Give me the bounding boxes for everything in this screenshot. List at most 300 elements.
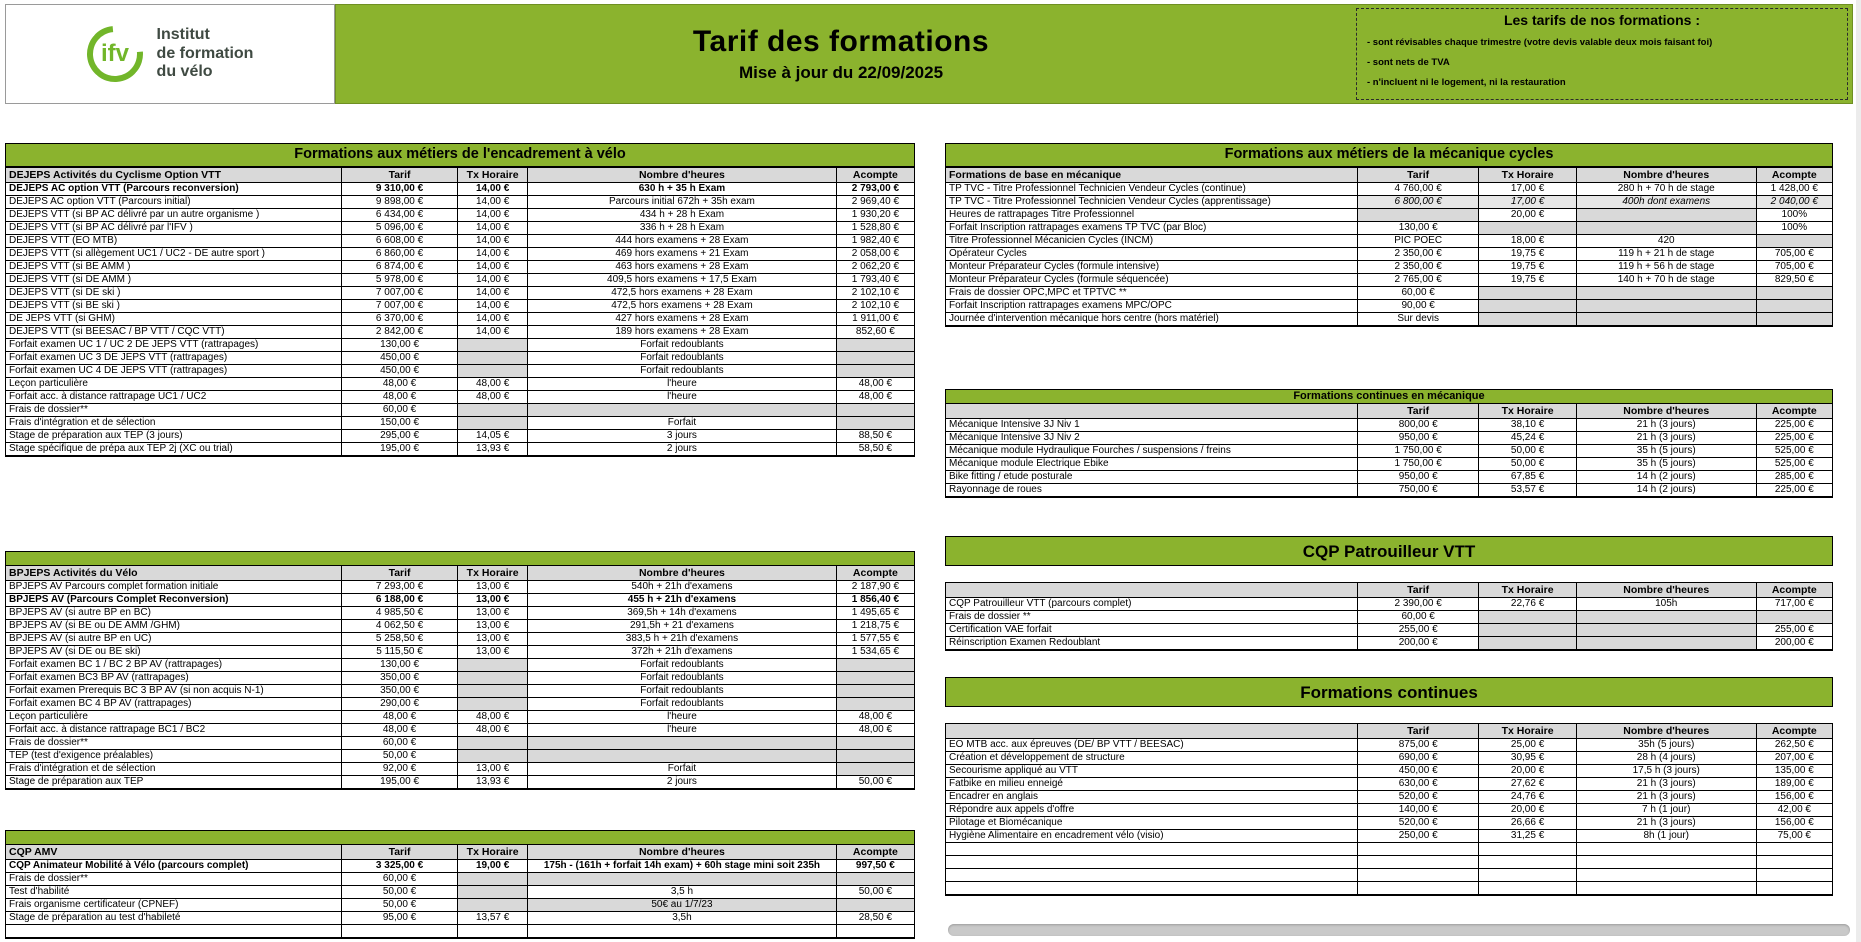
logo-name-line: du vélo — [156, 63, 213, 81]
cell-tarif: 950,00 € — [1358, 471, 1479, 484]
cell-tx-horaire: 14,00 € — [458, 209, 528, 222]
cell-acompte: 2 187,90 € — [837, 581, 914, 594]
col-header-label: BPJEPS Activités du Vélo — [6, 566, 342, 581]
table-row — [946, 752, 1832, 765]
cell-tarif: 6 608,00 € — [342, 235, 458, 248]
table-body-cqp-amv — [6, 845, 914, 938]
table-row — [946, 432, 1832, 445]
row-label: Forfait examen Prerequis BC 3 BP AV (si non acquis N-1) — [6, 685, 342, 698]
cell-tarif: 200,00 € — [1358, 637, 1479, 650]
cell-tarif: 800,00 € — [1358, 419, 1479, 432]
row-label: Mécanique Intensive 3J Niv 2 — [946, 432, 1358, 445]
cell-acompte — [1757, 300, 1832, 313]
table-row — [6, 886, 914, 899]
cell-heures: 14 h (2 jours) — [1577, 471, 1757, 484]
cell-tx-horaire: 14,00 € — [458, 248, 528, 261]
table-body-dejeps — [6, 168, 914, 456]
cell-tarif: 690,00 € — [1358, 752, 1479, 765]
cell-heures: 7 h (1 jour) — [1577, 804, 1757, 817]
cell-tarif: 60,00 € — [342, 404, 458, 417]
cell-acompte — [837, 417, 914, 430]
cell-acompte: 189,00 € — [1757, 778, 1832, 791]
cell-acompte: 2 969,40 € — [837, 196, 914, 209]
cell-tx-horaire: 14,05 € — [458, 430, 528, 443]
cell-heures — [1577, 287, 1757, 300]
cell-heures: Forfait — [528, 417, 837, 430]
row-label — [946, 843, 1358, 856]
cell-heures: 291,5h + 21 d'examens — [528, 620, 837, 633]
cell-acompte: 1 982,40 € — [837, 235, 914, 248]
row-label: Frais de dossier OPC,MPC et TPTVC ** — [946, 287, 1358, 300]
cell-tx-horaire — [458, 698, 528, 711]
cell-tarif: 2 350,00 € — [1358, 248, 1479, 261]
cell-tx-horaire — [458, 672, 528, 685]
cell-heures: 105h — [1577, 598, 1757, 611]
col-header-acompte: Acompte — [837, 168, 914, 183]
cell-acompte: 207,00 € — [1757, 752, 1832, 765]
table-row — [6, 607, 914, 620]
cell-heures: 472,5 hors examens + 28 Exam — [528, 300, 837, 313]
cell-acompte: 100% — [1757, 222, 1832, 235]
cell-heures: 409,5 hors examens + 17,5 Exam — [528, 274, 837, 287]
cell-heures — [1577, 637, 1757, 650]
row-label: Frais d'intégration et de sélection — [6, 763, 342, 776]
col-header-tx-horaire: Tx Horaire — [1479, 404, 1576, 419]
row-label: Réinscription Examen Redoublant — [946, 637, 1358, 650]
cell-tx-horaire: 13,00 € — [458, 646, 528, 659]
col-header-tx-horaire: Tx Horaire — [1479, 583, 1576, 598]
cell-tx-horaire: 48,00 € — [458, 391, 528, 404]
col-header-acompte: Acompte — [837, 845, 914, 860]
cell-acompte: 1 218,75 € — [837, 620, 914, 633]
cell-heures: l'heure — [528, 724, 837, 737]
cell-heures — [1577, 882, 1757, 895]
table-row — [946, 313, 1832, 326]
cell-acompte: 50,00 € — [837, 776, 914, 789]
row-label: Forfait Inscription rattrapages examens TP TVC (par Bloc) — [946, 222, 1358, 235]
row-label: DEJEPS AC option VTT (Parcours reconversion) — [6, 183, 342, 196]
row-label: DEJEPS VTT (si BE AMM ) — [6, 261, 342, 274]
header-row — [6, 168, 914, 183]
row-label — [946, 869, 1358, 882]
cell-tx-horaire: 30,95 € — [1479, 752, 1576, 765]
cell-acompte: 2 062,20 € — [837, 261, 914, 274]
table-row — [6, 313, 914, 326]
table-row — [946, 830, 1832, 843]
col-header-acompte: Acompte — [1757, 404, 1832, 419]
col-header-heures: Nombre d'heures — [1577, 724, 1757, 739]
cell-heures: 630 h + 35 h Exam — [528, 183, 837, 196]
cell-tarif: 48,00 € — [342, 391, 458, 404]
table-row — [946, 765, 1832, 778]
cell-heures: Forfait redoublants — [528, 672, 837, 685]
cell-acompte: 225,00 € — [1757, 432, 1832, 445]
cell-heures: 3,5h — [528, 912, 837, 925]
col-header-tarif: Tarif — [1358, 724, 1479, 739]
cell-tx-horaire — [458, 886, 528, 899]
cell-tarif: 750,00 € — [1358, 484, 1479, 497]
cell-tx-horaire: 13,00 € — [458, 607, 528, 620]
table-row — [6, 620, 914, 633]
cell-tx-horaire: 13,00 € — [458, 594, 528, 607]
cell-tarif — [1358, 869, 1479, 882]
cell-heures: 434 h + 28 h Exam — [528, 209, 837, 222]
cell-acompte — [837, 685, 914, 698]
cell-tx-horaire: 27,62 € — [1479, 778, 1576, 791]
cell-heures — [1577, 611, 1757, 624]
cell-heures — [1577, 624, 1757, 637]
table-row — [6, 737, 914, 750]
table-row — [946, 300, 1832, 313]
row-label: Mécanique module Electrique Ebike — [946, 458, 1358, 471]
page-header — [5, 4, 1853, 104]
cell-tarif: 4 760,00 € — [1358, 183, 1479, 196]
table-row — [6, 724, 914, 737]
cell-tx-horaire: 48,00 € — [458, 724, 528, 737]
row-label: TP TVC - Titre Professionnel Technicien Vendeur Cycles (apprentissage) — [946, 196, 1358, 209]
table-row — [6, 287, 914, 300]
right-tables — [945, 167, 1833, 896]
cell-tarif: 130,00 € — [342, 659, 458, 672]
table-row — [6, 274, 914, 287]
table-row — [6, 443, 914, 456]
cell-acompte: 997,50 € — [837, 860, 914, 873]
table-body-meca-base — [946, 168, 1832, 326]
logo-abbr: ifv — [100, 39, 129, 67]
header-row — [946, 168, 1832, 183]
table-row — [946, 222, 1832, 235]
table-row — [6, 430, 914, 443]
row-label: Bike fitting / etude posturale — [946, 471, 1358, 484]
cell-tx-horaire — [458, 925, 528, 938]
cell-acompte: 2 793,00 € — [837, 183, 914, 196]
cell-tarif: 255,00 € — [1358, 624, 1479, 637]
sheet-right-edge — [1856, 0, 1861, 942]
row-label: BPJEPS AV Parcours complet formation initiale — [6, 581, 342, 594]
table-row — [6, 209, 914, 222]
cell-tx-horaire: 13,00 € — [458, 620, 528, 633]
cell-tx-horaire: 18,00 € — [1479, 235, 1576, 248]
cell-acompte — [1757, 235, 1832, 248]
cell-tx-horaire: 14,00 € — [458, 196, 528, 209]
table-row — [6, 300, 914, 313]
cell-acompte: 135,00 € — [1757, 765, 1832, 778]
cell-acompte: 225,00 € — [1757, 419, 1832, 432]
row-label: DEJEPS VTT (si DE ski ) — [6, 287, 342, 300]
cell-tarif: 60,00 € — [1358, 611, 1479, 624]
row-label: Certification VAE forfait — [946, 624, 1358, 637]
horizontal-scrollbar[interactable] — [948, 924, 1850, 936]
cell-tarif: 2 350,00 € — [1358, 261, 1479, 274]
table-row — [6, 235, 914, 248]
row-label: Forfait examen BC3 BP AV (rattrapages) — [6, 672, 342, 685]
cell-tx-horaire: 14,00 € — [458, 326, 528, 339]
cell-tx-horaire — [1479, 287, 1576, 300]
table-body-cqp-patrouilleur — [945, 582, 1833, 651]
cell-tarif: Sur devis — [1358, 313, 1479, 326]
cell-heures: 463 hors examens + 28 Exam — [528, 261, 837, 274]
cell-tx-horaire: 19,00 € — [458, 860, 528, 873]
cell-tarif: 195,00 € — [342, 443, 458, 456]
cell-tarif — [1358, 882, 1479, 895]
cell-tx-horaire: 22,76 € — [1479, 598, 1576, 611]
row-label: Forfait examen UC 1 / UC 2 DE JEPS VTT (rattrapages) — [6, 339, 342, 352]
cell-tarif: 2 842,00 € — [342, 326, 458, 339]
row-label: EO MTB acc. aux épreuves (DE/ BP VTT / BEESAC) — [946, 739, 1358, 752]
row-label: Forfait examen UC 3 DE JEPS VTT (rattrapages) — [6, 352, 342, 365]
table-cqp-amv — [5, 830, 915, 939]
cell-acompte — [1757, 869, 1832, 882]
cell-tarif: 6 860,00 € — [342, 248, 458, 261]
pricing-info-box — [1356, 8, 1848, 100]
pricing-info-bullet: - sont révisables chaque trimestre (votre devis valable deux mois faisant foi) — [1367, 37, 1713, 48]
table-band-meca-continue: Formations continues en mécanique — [946, 390, 1832, 404]
row-label: DEJEPS VTT (si BEESAC / BP VTT / CQC VTT) — [6, 326, 342, 339]
col-header-label: DEJEPS Activités du Cyclisme Option VTT — [6, 168, 342, 183]
col-header-label — [946, 404, 1358, 419]
cell-acompte: 1 930,20 € — [837, 209, 914, 222]
cell-heures — [1577, 856, 1757, 869]
row-label: DEJEPS VTT (si BP AC délivré par un autre organisme ) — [6, 209, 342, 222]
header-row — [946, 583, 1832, 598]
cell-heures: 372h + 21h d'examens — [528, 646, 837, 659]
logo — [5, 4, 335, 104]
cell-tx-horaire — [458, 365, 528, 378]
cell-acompte — [1757, 611, 1832, 624]
table-row — [946, 274, 1832, 287]
cell-tarif: 7 007,00 € — [342, 287, 458, 300]
cell-tx-horaire: 31,25 € — [1479, 830, 1576, 843]
cell-tx-horaire — [1479, 222, 1576, 235]
table-row — [6, 899, 914, 912]
table-row — [946, 419, 1832, 432]
cell-acompte: 1 577,55 € — [837, 633, 914, 646]
table-bpjeps — [5, 551, 915, 790]
cell-tx-horaire: 19,75 € — [1479, 274, 1576, 287]
cell-heures: Forfait redoublants — [528, 365, 837, 378]
cell-tx-horaire — [1479, 624, 1576, 637]
row-label: BPJEPS AV (si BE ou DE AMM /GHM) — [6, 620, 342, 633]
cell-acompte: 255,00 € — [1757, 624, 1832, 637]
table-row — [946, 804, 1832, 817]
cell-tx-horaire: 50,00 € — [1479, 458, 1576, 471]
cell-acompte: 525,00 € — [1757, 445, 1832, 458]
cell-heures: l'heure — [528, 378, 837, 391]
row-label: Stage spécifique de prépa aux TEP 2j (XC ou trial) — [6, 443, 342, 456]
cell-tarif: 9 898,00 € — [342, 196, 458, 209]
cell-tx-horaire: 19,75 € — [1479, 261, 1576, 274]
cell-acompte: 2 058,00 € — [837, 248, 914, 261]
cell-tx-horaire: 48,00 € — [458, 711, 528, 724]
row-label: Test d'habilité — [6, 886, 342, 899]
cell-tarif: 350,00 € — [342, 685, 458, 698]
col-header-acompte: Acompte — [1757, 168, 1832, 183]
cell-tx-horaire — [458, 339, 528, 352]
cell-acompte: 1 856,40 € — [837, 594, 914, 607]
cell-tarif: 3 325,00 € — [342, 860, 458, 873]
row-label: Pilotage et Biomécanique — [946, 817, 1358, 830]
cell-tx-horaire: 13,93 € — [458, 776, 528, 789]
cell-tx-horaire: 20,00 € — [1479, 804, 1576, 817]
row-label: Mécanique module Hydraulique Fourches / suspensions / freins — [946, 445, 1358, 458]
cell-tarif: 6 434,00 € — [342, 209, 458, 222]
table-row — [6, 326, 914, 339]
cell-acompte — [837, 873, 914, 886]
cell-heures: 455 h + 21h d'examens — [528, 594, 837, 607]
col-header-label: CQP AMV — [6, 845, 342, 860]
table-row — [6, 776, 914, 789]
cell-acompte: 48,00 € — [837, 711, 914, 724]
table-row — [946, 637, 1832, 650]
col-header-tarif: Tarif — [1358, 404, 1479, 419]
cell-acompte — [837, 763, 914, 776]
col-header-tx-horaire: Tx Horaire — [458, 566, 528, 581]
cell-tx-horaire: 14,00 € — [458, 287, 528, 300]
row-label: Forfait examen BC 4 BP AV (rattrapages) — [6, 698, 342, 711]
cell-heures — [1577, 313, 1757, 326]
cell-acompte — [1757, 843, 1832, 856]
table-row — [6, 417, 914, 430]
cell-heures: Forfait redoublants — [528, 659, 837, 672]
cell-tx-horaire: 14,00 € — [458, 222, 528, 235]
cell-tarif: 6 370,00 € — [342, 313, 458, 326]
col-header-tx-horaire: Tx Horaire — [458, 168, 528, 183]
cell-heures: 3 jours — [528, 430, 837, 443]
cell-tarif: 450,00 € — [1358, 765, 1479, 778]
col-header-acompte: Acompte — [1757, 583, 1832, 598]
table-band-cqp-patrouilleur: CQP Patrouilleur VTT — [945, 536, 1833, 566]
cell-tx-horaire: 38,10 € — [1479, 419, 1576, 432]
table-row — [946, 261, 1832, 274]
cell-tarif: 5 096,00 € — [342, 222, 458, 235]
cell-tarif: 250,00 € — [1358, 830, 1479, 843]
cell-tx-horaire — [1479, 637, 1576, 650]
col-header-heures: Nombre d'heures — [1577, 404, 1757, 419]
cell-acompte: 829,50 € — [1757, 274, 1832, 287]
col-header-tarif: Tarif — [342, 566, 458, 581]
cell-heures — [528, 750, 837, 763]
cell-acompte: 48,00 € — [837, 391, 914, 404]
row-label: Opérateur Cycles — [946, 248, 1358, 261]
header-row — [6, 845, 914, 860]
row-label: BPJEPS AV (Parcours Complet Reconversion) — [6, 594, 342, 607]
cell-acompte: 705,00 € — [1757, 261, 1832, 274]
row-label: Stage de préparation aux TEP (3 jours) — [6, 430, 342, 443]
cell-tx-horaire: 13,00 € — [458, 763, 528, 776]
logo-name-line: Institut — [156, 26, 210, 44]
cell-heures: 2 jours — [528, 443, 837, 456]
cell-tarif: 7 007,00 € — [342, 300, 458, 313]
table-row — [946, 287, 1832, 300]
cell-acompte: 100% — [1757, 209, 1832, 222]
table-row — [946, 235, 1832, 248]
cell-heures: 17,5 h (3 jours) — [1577, 765, 1757, 778]
cell-heures: 21 h (3 jours) — [1577, 817, 1757, 830]
cell-acompte: 28,50 € — [837, 912, 914, 925]
cell-tx-horaire — [458, 417, 528, 430]
cell-heures — [528, 404, 837, 417]
cell-tx-horaire — [458, 899, 528, 912]
cell-acompte: 48,00 € — [837, 724, 914, 737]
cell-heures: 175h - (161h + forfait 14h exam) + 60h stage mini soit 235h — [528, 860, 837, 873]
table-row — [6, 339, 914, 352]
row-label — [946, 856, 1358, 869]
empty-row — [6, 925, 914, 938]
cell-tx-horaire: 14,00 € — [458, 261, 528, 274]
cell-heures: 540h + 21h d'examens — [528, 581, 837, 594]
cell-tx-horaire: 13,93 € — [458, 443, 528, 456]
col-header-label — [946, 724, 1358, 739]
cell-acompte — [1757, 856, 1832, 869]
table-meca-continue — [945, 389, 1833, 498]
cell-tx-horaire — [1479, 869, 1576, 882]
cell-tx-horaire: 14,00 € — [458, 235, 528, 248]
cell-tarif: 5 115,50 € — [342, 646, 458, 659]
cell-acompte — [1757, 313, 1832, 326]
cell-tarif: 950,00 € — [1358, 432, 1479, 445]
empty-row — [946, 856, 1832, 869]
cell-acompte — [837, 925, 914, 938]
cell-heures: 119 h + 21 h de stage — [1577, 248, 1757, 261]
row-label: DE JEPS VTT (si GHM) — [6, 313, 342, 326]
row-label: Frais organisme certificateur (CPNEF) — [6, 899, 342, 912]
row-label: DEJEPS VTT (si BP AC délivré par l'IFV ) — [6, 222, 342, 235]
cell-tarif: 60,00 € — [342, 873, 458, 886]
cell-acompte — [837, 365, 914, 378]
table-row — [946, 739, 1832, 752]
cell-heures — [528, 873, 837, 886]
cell-heures: 3,5 h — [528, 886, 837, 899]
cell-tx-horaire — [1479, 313, 1576, 326]
cell-heures: l'heure — [528, 711, 837, 724]
cell-tx-horaire: 13,00 € — [458, 581, 528, 594]
cell-heures: 14 h (2 jours) — [1577, 484, 1757, 497]
cell-heures: 400h dont examens — [1577, 196, 1757, 209]
cell-tarif: 520,00 € — [1358, 817, 1479, 830]
cell-acompte: 285,00 € — [1757, 471, 1832, 484]
row-label: Journée d'intervention mécanique hors centre (hors matériel) — [946, 313, 1358, 326]
cell-tarif: 5 258,50 € — [342, 633, 458, 646]
cell-acompte: 1 528,80 € — [837, 222, 914, 235]
row-label: Monteur Préparateur Cycles (formule séquencée) — [946, 274, 1358, 287]
cell-heures: 420 — [1577, 235, 1757, 248]
row-label: Monteur Préparateur Cycles (formule intensive) — [946, 261, 1358, 274]
cell-tx-horaire: 24,76 € — [1479, 791, 1576, 804]
logo-name — [157, 26, 254, 81]
table-band-cqp-amv — [6, 831, 914, 845]
cell-acompte — [837, 352, 914, 365]
cell-tx-horaire — [458, 685, 528, 698]
table-row — [946, 791, 1832, 804]
cell-acompte: 717,00 € — [1757, 598, 1832, 611]
cell-tarif: 92,00 € — [342, 763, 458, 776]
cell-tx-horaire — [1479, 300, 1576, 313]
cell-heures: 469 hors examens + 21 Exam — [528, 248, 837, 261]
table-row — [946, 458, 1832, 471]
row-label: Forfait acc. à distance rattrapage UC1 / UC2 — [6, 391, 342, 404]
col-header-heures: Nombre d'heures — [528, 845, 837, 860]
col-header-label: Formations de base en mécanique — [946, 168, 1358, 183]
cell-tarif — [1358, 209, 1479, 222]
cell-tarif: 520,00 € — [1358, 791, 1479, 804]
table-row — [946, 209, 1832, 222]
cell-tarif: 50,00 € — [342, 886, 458, 899]
col-header-heures: Nombre d'heures — [528, 566, 837, 581]
col-header-tarif: Tarif — [1358, 168, 1479, 183]
table-row — [6, 711, 914, 724]
cell-heures: Forfait — [528, 763, 837, 776]
cell-acompte — [837, 737, 914, 750]
